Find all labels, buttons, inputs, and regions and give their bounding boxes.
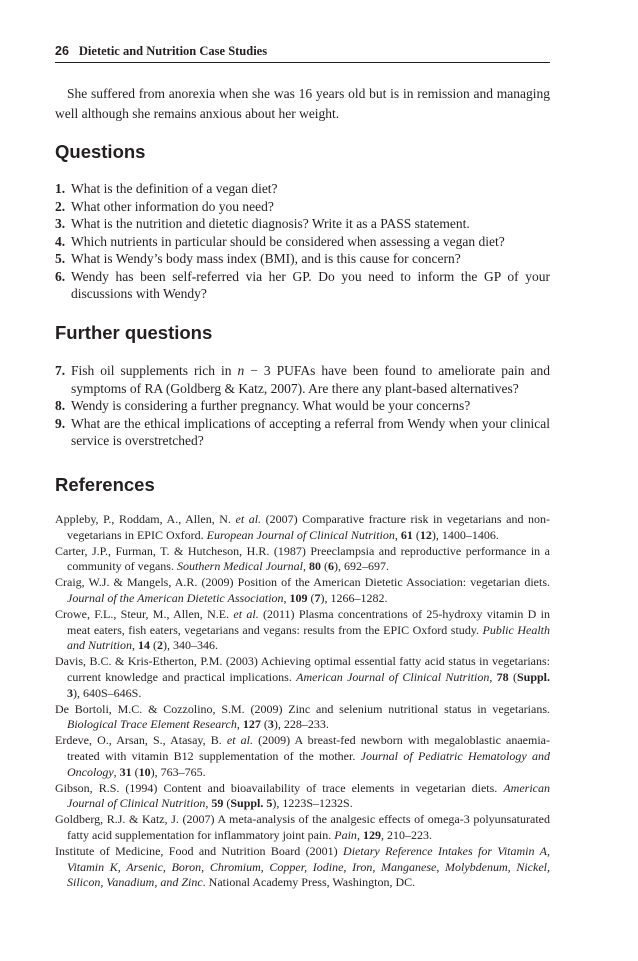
reference-title: (1987) Preeclampsia and reproductive performance in a community of vegans. — [67, 543, 550, 574]
reference-volume: 109 — [289, 590, 308, 605]
reference-pages: . National Academy Press, Washington, DC. — [202, 875, 416, 890]
reference-title: (1994) Content and bioavailability of trace elements in vegetarian diets. — [119, 780, 504, 795]
question-number: 5. — [55, 251, 66, 266]
reference-issue: 6 — [327, 559, 334, 574]
reference-issue: 12 — [419, 527, 432, 542]
reference-volume: 127 — [242, 717, 261, 732]
question-item — [55, 362, 550, 397]
question-item — [55, 250, 550, 268]
references-list — [55, 512, 550, 891]
question-text: What is the nutrition and dietetic diagnosis? Write it as a PASS statement. — [71, 216, 470, 231]
reference-authors: Craig, W.J. & Mangels, A.R. — [55, 575, 198, 590]
reference-title: (2011) Plasma concentrations of 25-hydroxy vitamin D in meat eaters, fish eaters, vegetarians and vegans: results from the EPIC Oxford study. — [67, 606, 550, 637]
reference-paren: ( — [131, 764, 139, 779]
question-text: What is the definition of a vegan diet? — [71, 181, 278, 196]
reference-journal: Journal of Pediatric Hematology and Oncology — [67, 748, 550, 779]
reference-paren: ( — [412, 527, 420, 542]
reference-pages: ), 692–697. — [333, 559, 389, 574]
reference-authors: Davis, B.C. & Kris-Etherton, P.M. — [55, 654, 223, 669]
reference-paren: ( — [307, 590, 315, 605]
reference-journal: American Journal of Clinical Nutrition — [296, 669, 490, 684]
question-text: What other information do you need? — [71, 198, 274, 214]
reference-pages: ), 1223S–1232S. — [272, 796, 353, 811]
reference-separator: , — [205, 796, 212, 811]
reference-authors: Goldberg, R.J. & Katz, J. — [55, 812, 179, 827]
reference-journal: Dietary Reference Intakes for Vitamin A, Vitamin K, Arsenic, Boron, Chromium, Copper, Iodine, Iron, Manganese, Molybdenum, Nickel, Silicon, Vanadium, and Zinc — [67, 843, 550, 890]
reference-paren: ( — [508, 669, 517, 684]
running-header — [55, 44, 550, 63]
question-text: Wendy has been self-referred via her GP. Do you need to inform the GP of your discussions with Wendy? — [71, 268, 550, 301]
further-questions-heading: Further questions — [55, 322, 213, 343]
running-title: Dietetic and Nutrition Case Studies — [78, 44, 268, 58]
reference-journal: Southern Medical Journal — [176, 559, 303, 574]
reference-item — [55, 654, 550, 701]
reference-paren: ( — [150, 638, 158, 653]
page-number: 26 — [55, 44, 69, 58]
reference-authors: Crowe, F.L., Steur, M., Allen, N.E. — [55, 606, 234, 621]
reference-issue: 7 — [314, 590, 321, 605]
reference-journal: Biological Trace Element Research — [67, 717, 237, 732]
reference-separator: , — [489, 669, 497, 684]
reference-volume: 59 — [211, 796, 224, 811]
reference-volume: 31 — [119, 764, 132, 779]
reference-separator: , — [394, 527, 401, 542]
question-item — [55, 215, 550, 233]
question-number: 3. — [55, 216, 66, 231]
reference-pages: ), 1266–1282. — [320, 590, 388, 605]
reference-pages: ), 763–765. — [150, 764, 206, 779]
questions-list — [55, 180, 550, 303]
reference-item — [55, 702, 550, 734]
question-number: 4. — [55, 233, 66, 249]
reference-paren: ( — [260, 717, 268, 732]
reference-title: (2009) Zinc and selenium nutritional status in vegetarians. — [244, 701, 550, 716]
reference-pages: ), 640S–646S. — [73, 685, 142, 700]
reference-title: (2001) — [300, 843, 344, 858]
reference-title: (2009) A breast-fed newborn with megaloblastic anaemia-treated with vitamin B12 supplementation of the mother. — [67, 733, 550, 763]
reference-title: (2009) Position of the American Dietetic Association: vegetarian diets. — [197, 575, 550, 590]
question-number: 1. — [55, 181, 66, 196]
reference-authors: Carter, J.P., Furman, T. & Hutcheson, H.R. — [55, 543, 270, 558]
question-variable: n — [237, 363, 245, 378]
reference-item — [55, 812, 550, 844]
reference-volume: 80 — [308, 559, 321, 574]
reference-issue: 3 — [267, 717, 274, 732]
reference-title: (2003) Achieving optimal essential fatty acid status in vegetarians: current knowledge and practical implications. — [67, 654, 550, 684]
reference-journal: Pain — [334, 827, 357, 842]
reference-etal: et al. — [226, 733, 253, 748]
question-item — [55, 397, 550, 415]
reference-issue: Suppl. 3 — [67, 669, 551, 700]
reference-paren: ( — [223, 796, 231, 811]
question-number: 6. — [55, 268, 66, 284]
reference-item — [55, 781, 550, 813]
reference-separator: , — [356, 827, 363, 842]
references-heading: References — [55, 474, 155, 495]
reference-journal: American Journal of Clinical Nutrition — [67, 780, 550, 811]
reference-title: (2007) Comparative fracture risk in vegetarians and non-vegetarians in EPIC Oxford. — [67, 512, 550, 542]
question-text: Fish oil supplements rich in — [71, 363, 238, 378]
question-item — [55, 268, 550, 303]
reference-volume: 78 — [496, 669, 509, 684]
reference-pages: ), 340–346. — [163, 638, 219, 653]
reference-issue: 2 — [157, 638, 164, 653]
question-number: 7. — [55, 363, 66, 378]
intro-paragraph: She suffered from anorexia when she was 16 years old but is in remission and managing well although she remains anxious about her weight. — [55, 86, 550, 121]
reference-authors: Gibson, R.S. — [55, 780, 120, 795]
reference-item — [55, 544, 550, 576]
question-item — [55, 180, 550, 198]
reference-pages: ), 228–233. — [273, 717, 329, 732]
reference-separator: , — [283, 590, 290, 605]
reference-journal: European Journal of Clinical Nutrition — [206, 527, 395, 542]
question-text: What is Wendy’s body mass index (BMI), and is this cause for concern? — [71, 251, 461, 266]
reference-authors: Appleby, P., Roddam, A., Allen, N. — [55, 512, 236, 526]
reference-etal: et al. — [233, 606, 259, 621]
questions-heading: Questions — [55, 141, 146, 162]
reference-separator: , — [236, 717, 243, 732]
reference-journal: Journal of the American Dietetic Association — [67, 590, 284, 605]
reference-item — [55, 733, 550, 780]
reference-issue: 10 — [138, 764, 151, 779]
question-text: What are the ethical implications of accepting a referral from Wendy when your clinical service is overstretched? — [71, 415, 550, 448]
reference-item — [55, 575, 550, 607]
reference-volume: 14 — [138, 638, 151, 653]
reference-authors: Erdeve, O., Arsan, S., Atasay, B. — [55, 733, 227, 748]
question-number: 9. — [55, 415, 66, 431]
reference-separator: , — [302, 559, 309, 574]
question-item — [55, 233, 550, 251]
reference-journal: Public Health and Nutrition — [67, 622, 550, 653]
reference-issue: Suppl. 5 — [230, 796, 273, 811]
reference-volume: 129 — [362, 827, 381, 842]
question-text: Wendy is considering a further pregnancy. What would be your concerns? — [71, 398, 471, 413]
reference-etal: et al. — [235, 512, 262, 526]
reference-pages: ), 1400–1406. — [431, 527, 499, 542]
reference-volume: 61 — [400, 527, 413, 542]
reference-pages: , 210–223. — [380, 827, 432, 842]
reference-title: (2007) A meta-analysis of the analgesic effects of omega-3 polyunsaturated fatty acid supplementation for inflammatory joint pain. — [67, 812, 550, 842]
question-item — [55, 198, 550, 216]
reference-item — [55, 844, 550, 891]
reference-item — [55, 512, 550, 544]
reference-separator: , — [132, 638, 139, 653]
reference-item — [55, 607, 550, 654]
question-item — [55, 415, 550, 450]
question-text-continued: − 3 PUFAs have been found to ameliorate pain and symptoms of RA (Goldberg & Katz, 2007). Are there any plant-based alternatives? — [71, 363, 550, 396]
question-number: 8. — [55, 398, 66, 413]
reference-authors: Institute of Medicine, Food and Nutrition Board — [55, 843, 301, 858]
question-number: 2. — [55, 198, 66, 214]
reference-paren: ( — [320, 559, 328, 574]
reference-separator: , — [113, 764, 120, 779]
question-text: Which nutrients in particular should be considered when assessing a vegan diet? — [71, 233, 505, 249]
further-questions-list — [55, 362, 550, 450]
reference-authors: De Bortoli, M.C. & Cozzolino, S.M. — [55, 701, 245, 716]
